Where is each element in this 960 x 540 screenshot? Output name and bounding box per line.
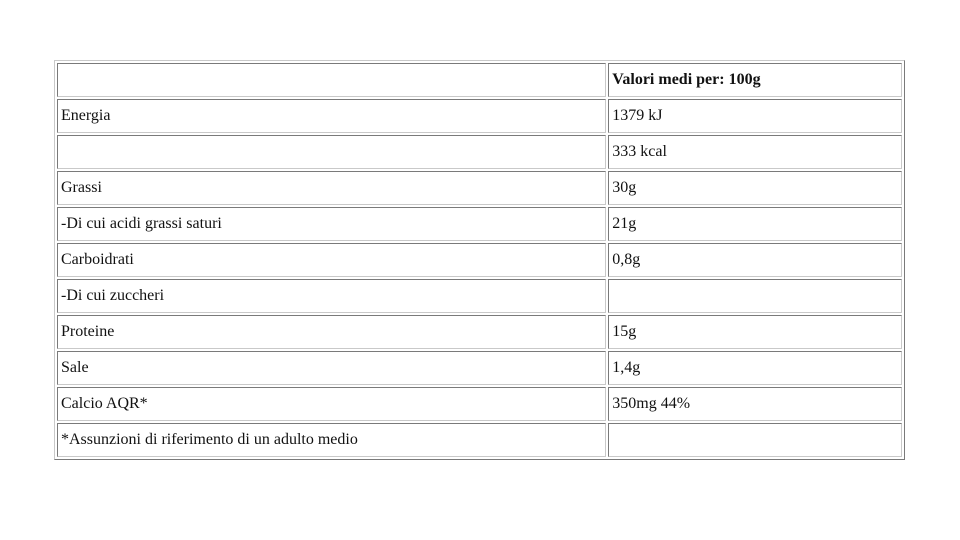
footnote-value [608,423,902,457]
nutrient-value: 21g [608,207,902,241]
nutrient-label: Calcio AQR* [57,387,606,421]
nutrient-label: Proteine [57,315,606,349]
nutrient-label: Grassi [57,171,606,205]
table-row [57,135,902,169]
nutrient-value: 1,4g [608,351,902,385]
nutrient-value: 0,8g [608,243,902,277]
table-row [57,207,902,241]
nutrient-label: Energia [57,99,606,133]
nutrient-value: 1379 kJ [608,99,902,133]
footnote-label: *Assunzioni di riferimento di un adulto medio [57,423,606,457]
nutrient-value: 350mg 44% [608,387,902,421]
header-label-cell [57,63,606,97]
table-row [57,315,902,349]
table-row [57,171,902,205]
table-row [57,351,902,385]
table-row [57,423,902,457]
nutrient-label: Sale [57,351,606,385]
table-row [57,243,902,277]
nutrition-table-container [54,60,905,460]
nutrient-label: Carboidrati [57,243,606,277]
table-row [57,99,902,133]
nutrient-value [608,279,902,313]
nutrient-value: 333 kcal [608,135,902,169]
nutrient-value: 15g [608,315,902,349]
nutrient-value: 30g [608,171,902,205]
nutrient-label [57,135,606,169]
table-header-row [57,63,902,97]
header-value-cell: Valori medi per: 100g [608,63,902,97]
table-row [57,279,902,313]
table-row [57,387,902,421]
nutrition-table [54,60,905,460]
nutrient-label: -Di cui acidi grassi saturi [57,207,606,241]
nutrient-label: -Di cui zuccheri [57,279,606,313]
